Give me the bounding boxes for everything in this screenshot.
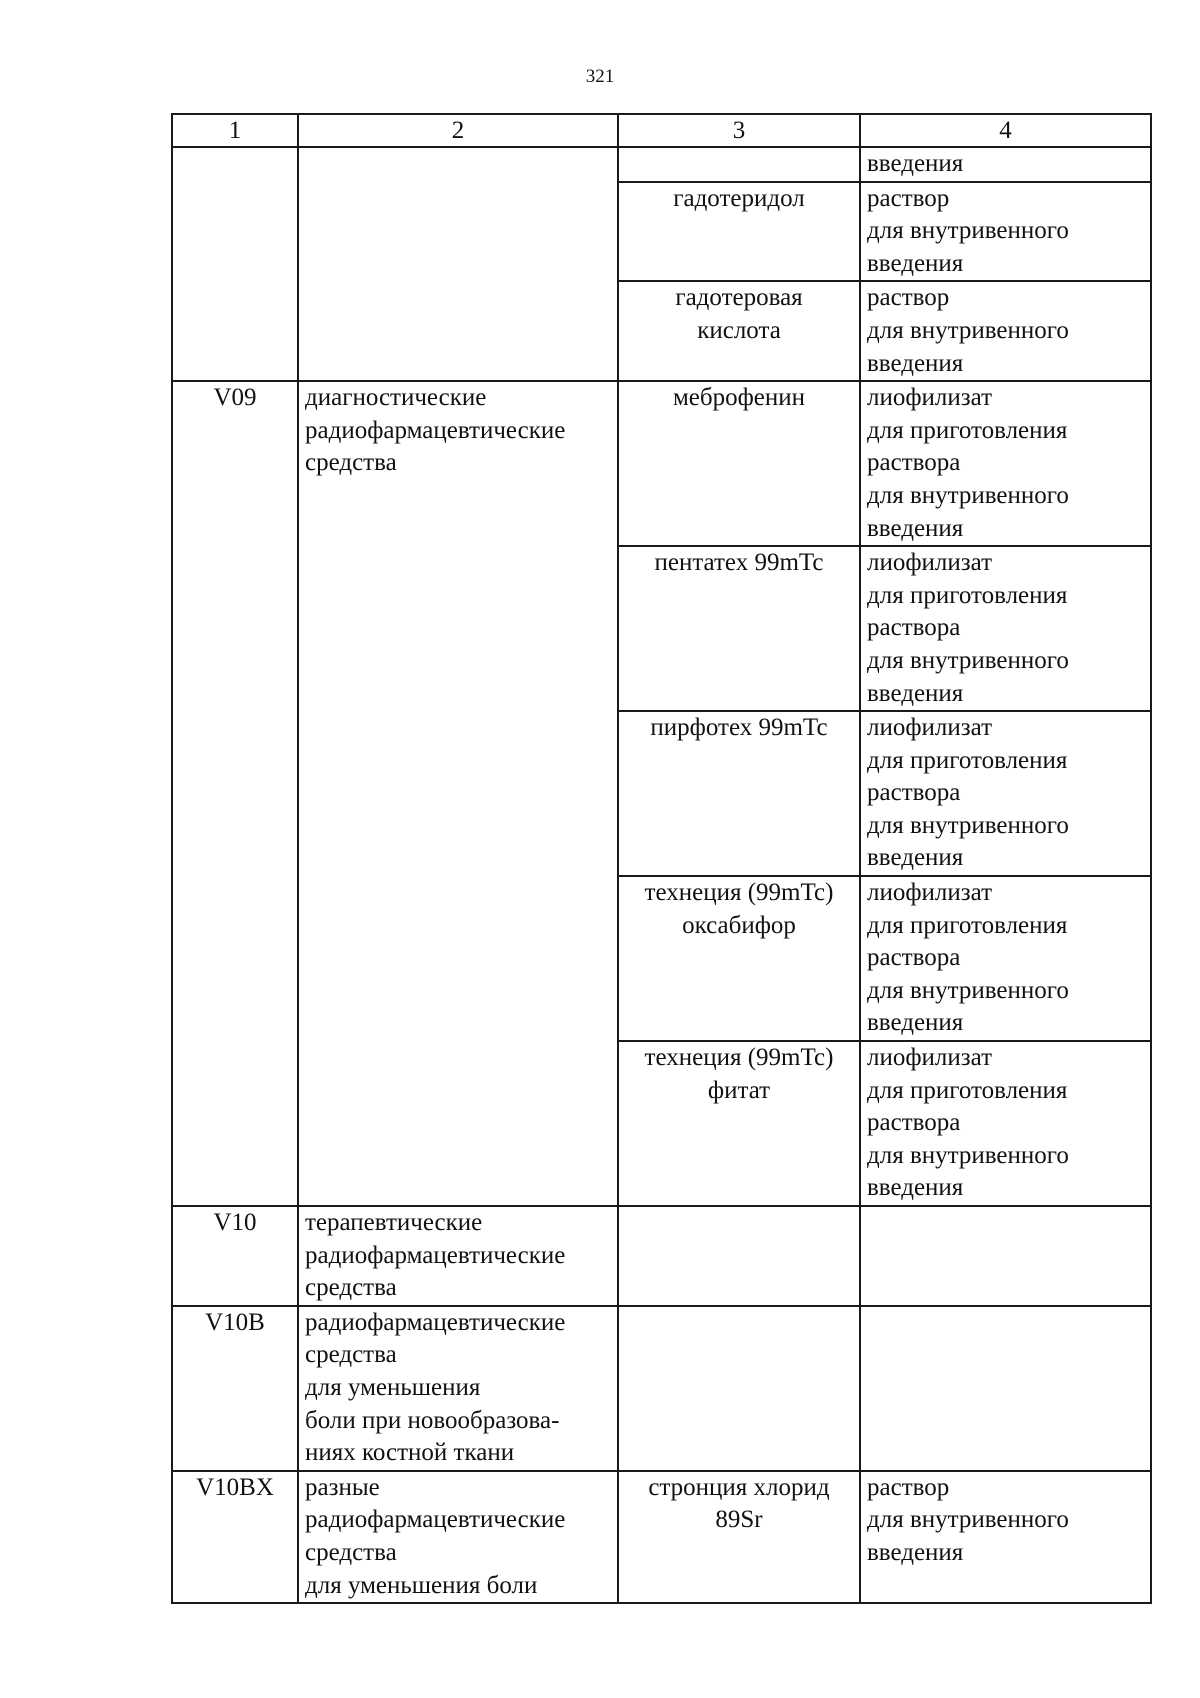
drug-name-cell [618,281,860,381]
atc-code-cell: V10B [172,1306,298,1471]
dosage-form-line: введения [867,249,964,277]
drug-name-cell [618,1206,860,1306]
table-row [172,381,1151,546]
dosage-form-line: раствора [867,614,961,642]
header-col-2: 2 [298,114,618,147]
drug-name-line: меброфенин [672,384,806,412]
dosage-form-line: лиофилизат [867,1044,993,1072]
dosage-form-line: для приготовления [867,1076,1068,1104]
dosage-form-line: введения [867,1538,964,1566]
dosage-form-line: для внутривенного [867,646,1069,674]
dosage-form-line: раствора [867,944,961,972]
dosage-form-line: для внутривенного [867,976,1069,1004]
drug-name-line: оксабифор [682,911,796,939]
drug-name-line: пентатех 99mTc [654,549,824,577]
dosage-form-line: раствора [867,779,961,807]
dosage-form-cell [860,711,1151,876]
drug-name-line: пирфотех 99mTc [650,714,828,742]
drug-name-cell [618,182,860,282]
dosage-form-line: введения [867,150,964,177]
table-row [172,1306,1151,1471]
dosage-form-line: раствора [867,1109,961,1137]
dosage-form-cell [860,876,1151,1041]
group-line: средства [305,449,397,477]
atc-code-cell [172,147,298,381]
group-line: радиофармацевтические [305,1308,566,1336]
drug-name-cell [618,876,860,1041]
dosage-form-line: для приготовления [867,416,1068,444]
group-line: диагностические [305,384,487,412]
drug-name-line: технеция (99mTc) [644,879,834,907]
group-line: средства [305,1341,397,1369]
dosage-form-line: введения [867,349,964,377]
dosage-form-line: для внутривенного [867,1506,1069,1534]
dosage-form-line: лиофилизат [867,879,993,907]
dosage-form-line: лиофилизат [867,384,993,412]
drug-name-cell [618,147,860,182]
group-line: боли при новообразова- [305,1406,560,1434]
group-line: средства [305,1274,397,1302]
dosage-form-line: для внутривенного [867,217,1069,245]
drug-name-line: стронция хлорид [648,1473,830,1501]
dosage-form-line: лиофилизат [867,714,993,742]
group-line: для уменьшения боли [305,1571,538,1599]
drug-name-line: гадотеридол [673,184,805,212]
dosage-form-line: раствор [867,1473,950,1501]
drug-name-line: гадотеровая [675,284,803,312]
dosage-form-cell [860,1206,1151,1306]
header-col-3: 3 [618,114,860,147]
group-cell [298,1306,618,1471]
drug-name-cell [618,1306,860,1471]
dosage-form-line: лиофилизат [867,549,993,577]
drug-name-line: кислота [697,316,781,344]
dosage-form-line: для приготовления [867,911,1068,939]
drug-table [171,113,1152,1604]
dosage-form-cell [860,182,1151,282]
atc-code-cell: V10BX [172,1471,298,1603]
page-number: 321 [585,66,615,87]
atc-code-cell: V10 [172,1206,298,1306]
dosage-form-line: для внутривенного [867,316,1069,344]
group-line: терапевтические [305,1209,483,1236]
group-cell [298,1206,618,1306]
dosage-form-line: для внутривенного [867,481,1069,509]
drug-name-cell [618,1471,860,1603]
header-col-4: 4 [860,114,1151,147]
header-col-1: 1 [172,114,298,147]
group-line: ниях костной ткани [305,1439,515,1467]
group-line: средства [305,1538,397,1566]
dosage-form-cell [860,1041,1151,1206]
table-body [172,147,1151,1603]
dosage-form-line: для приготовления [867,581,1068,609]
drug-name-cell [618,546,860,711]
dosage-form-line: раствор [867,284,950,312]
drug-name-cell [618,381,860,546]
group-line: радиофармацевтические [305,1241,566,1269]
drug-name-line: 89Sr [715,1506,763,1534]
dosage-form-line: для внутривенного [867,1141,1069,1169]
drug-name-cell [618,711,860,876]
drug-name-line: фитат [707,1076,771,1104]
group-cell [298,147,618,381]
table-row [172,1206,1151,1306]
dosage-form-cell [860,381,1151,546]
group-line: разные [305,1473,380,1501]
group-line: радиофармацевтические [305,1506,566,1534]
group-line: для уменьшения [305,1373,481,1401]
dosage-form-cell [860,147,1151,182]
dosage-form-line: для внутривенного [867,811,1069,839]
atc-code-cell: V09 [172,381,298,1206]
dosage-form-cell [860,1471,1151,1603]
dosage-form-cell [860,546,1151,711]
group-cell [298,381,618,1206]
table-row [172,1471,1151,1603]
dosage-form-line: введения [867,1174,964,1202]
dosage-form-cell [860,1306,1151,1471]
drug-name-cell [618,1041,860,1206]
dosage-form-cell [860,281,1151,381]
group-line: радиофармацевтические [305,416,566,444]
dosage-form-line: введения [867,514,964,542]
table-row [172,147,1151,182]
group-cell [298,1471,618,1603]
dosage-form-line: введения [867,844,964,872]
dosage-form-line: для приготовления [867,746,1068,774]
dosage-form-line: введения [867,1009,964,1037]
dosage-form-line: раствора [867,449,961,477]
dosage-form-line: раствор [867,184,950,212]
drug-name-line: технеция (99mTc) [644,1044,834,1072]
header-row [172,114,1151,147]
dosage-form-line: введения [867,679,964,707]
